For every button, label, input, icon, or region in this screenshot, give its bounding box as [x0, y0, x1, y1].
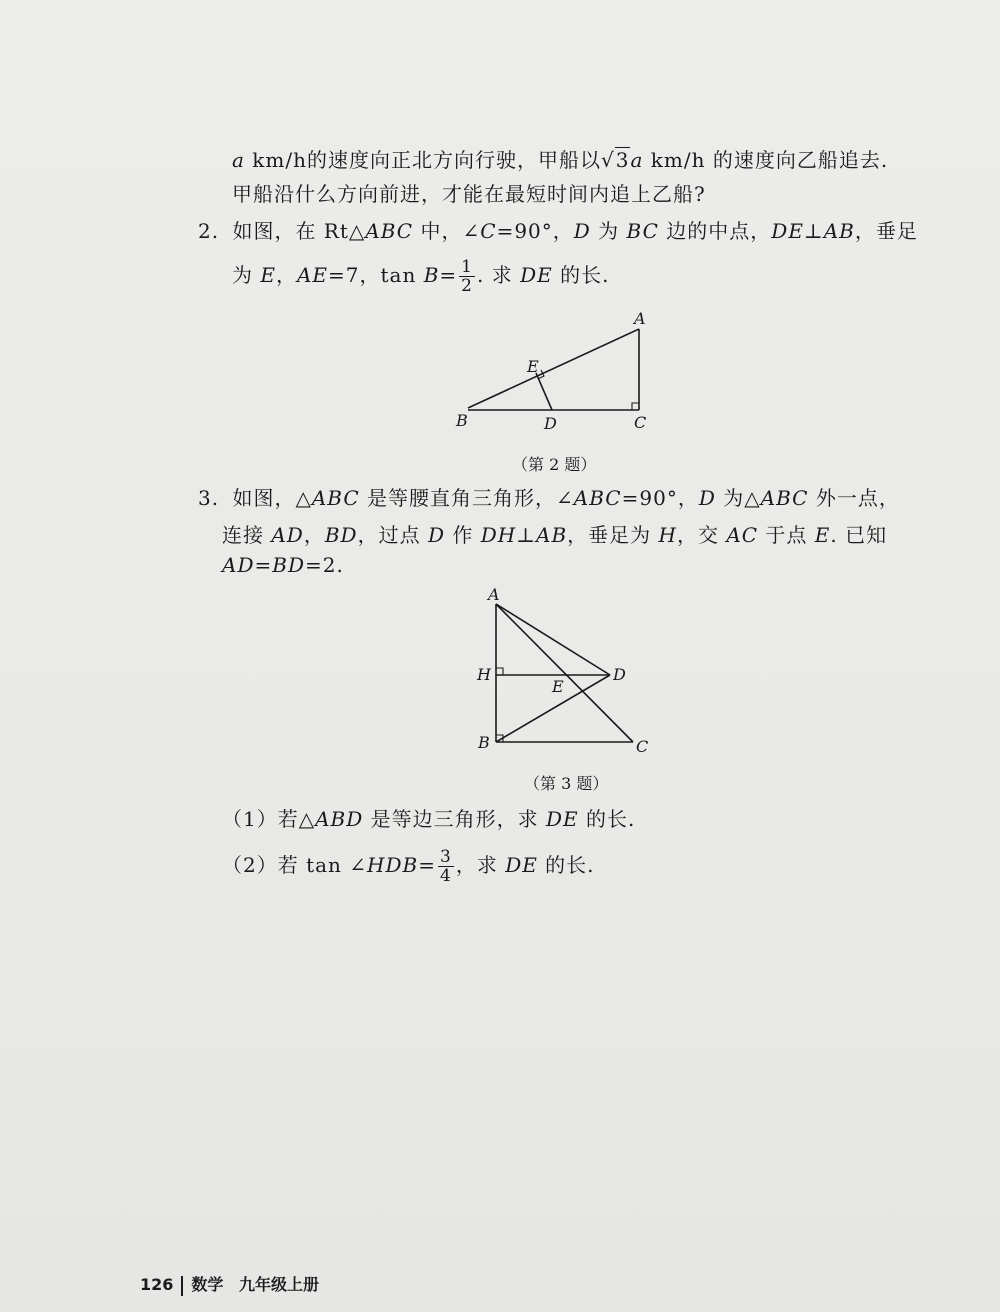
- problem1-continuation-line1: a km/h的速度向正北方向行驶，甲船以√3a km/h 的速度向乙船追去.: [232, 148, 889, 172]
- label-A: A: [634, 309, 646, 328]
- problem2-figure: [440, 300, 670, 440]
- problem3-line2: 连接 AD，BD，过点 D 作 DH⊥AB，垂足为 H，交 AC 于点 E. 已知: [222, 523, 888, 547]
- page-number: 126: [140, 1275, 174, 1294]
- label-A: A: [488, 585, 500, 604]
- label-B: B: [478, 733, 490, 752]
- label-C: C: [636, 737, 649, 756]
- fraction-one-half: $\frac{1}{2}$: [461, 257, 473, 296]
- problem3-line1: 3. 如图，△ABC 是等腰直角三角形，∠ABC=90°，D 为△ABC 外一点，: [198, 486, 900, 510]
- problem3-number: 3.: [198, 486, 220, 510]
- label-E: E: [552, 677, 564, 696]
- problem3-subquestion2: （2）若 tan ∠HDB= $\frac{3}{4}$ ，求 DE 的长.: [222, 847, 595, 886]
- fraction-three-quarters: $\frac{3}{4}$: [440, 847, 452, 886]
- label-H: H: [477, 665, 491, 684]
- segment-AD: [496, 604, 610, 675]
- label-B: B: [456, 411, 468, 430]
- right-angle-mark-C: [632, 403, 639, 410]
- sqrt-symbol: √3: [601, 148, 630, 172]
- label-D: D: [544, 414, 557, 433]
- label-D: D: [613, 665, 626, 684]
- problem2-line1: 2. 如图，在 Rt△ABC 中，∠C=90°，D 为 BC 边的中点，DE⊥AB，垂足: [198, 219, 918, 243]
- right-angle-mark-H: [496, 668, 503, 675]
- problem1-continuation-line2: 甲船沿什么方向前进，才能在最短时间内追上乙船?: [232, 182, 706, 206]
- problem3-figure: [470, 582, 660, 762]
- footer-book: 九年级上册: [239, 1275, 320, 1294]
- problem2-line2: 为 E，AE=7，tan B= $\frac{1}{2}$ . 求 DE 的长.: [232, 257, 610, 296]
- label-C: C: [634, 413, 647, 432]
- problem3-subquestion1: （1）若△ABD 是等边三角形，求 DE 的长.: [222, 807, 636, 831]
- footer-subject: 数学: [191, 1275, 224, 1294]
- problem3-line3: AD=BD=2.: [222, 553, 344, 577]
- page-footer: [140, 1272, 319, 1296]
- footer-divider: [181, 1276, 183, 1296]
- problem2-number: 2.: [198, 219, 220, 243]
- label-E: E: [527, 357, 539, 376]
- problem3-caption: （第 3 题）: [524, 774, 609, 793]
- segment-AB: [468, 329, 639, 408]
- problem2-caption: （第 2 题）: [512, 455, 597, 474]
